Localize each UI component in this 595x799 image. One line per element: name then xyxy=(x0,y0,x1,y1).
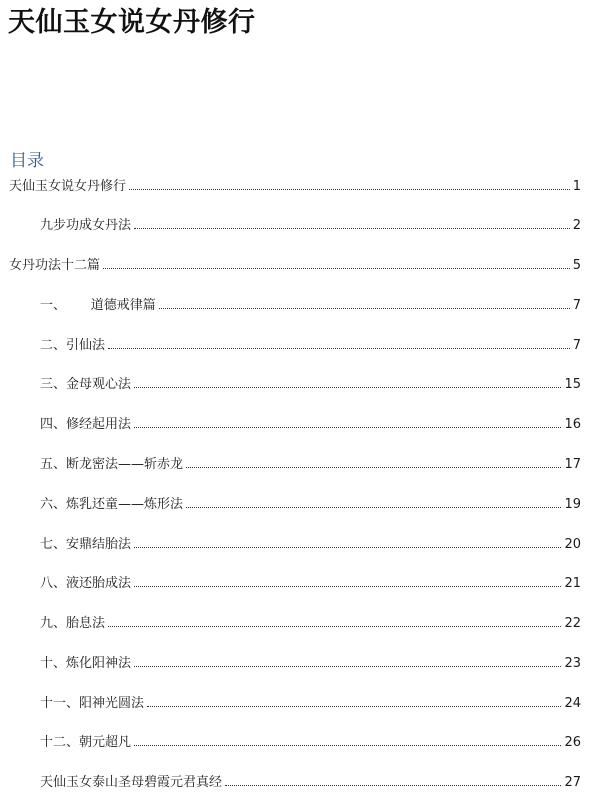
toc-entry[interactable] xyxy=(40,456,581,474)
toc-dot-leader xyxy=(134,228,570,229)
toc-dot-leader xyxy=(186,507,561,508)
toc-entry[interactable] xyxy=(40,416,581,434)
toc-dot-leader xyxy=(103,268,570,269)
toc-entry-text: 九步功成女丹法 xyxy=(40,218,132,233)
toc-page-number: 22 xyxy=(564,616,581,631)
toc-entry[interactable] xyxy=(9,257,581,275)
toc-page-number: 1 xyxy=(572,179,581,194)
toc-page-number: 23 xyxy=(564,656,581,671)
toc-entry[interactable] xyxy=(40,655,581,673)
toc-entry-text: 十一、阳神光圆法 xyxy=(40,696,145,711)
toc-entry[interactable] xyxy=(40,734,581,752)
toc-page-number: 7 xyxy=(572,298,581,313)
toc-entry-text: 十二、朝元超凡 xyxy=(40,735,132,750)
toc-dot-leader xyxy=(134,387,561,388)
toc-page-number: 16 xyxy=(564,417,581,432)
toc-page-number: 15 xyxy=(564,377,581,392)
toc-page-number: 20 xyxy=(564,537,581,552)
toc-entry[interactable] xyxy=(40,217,581,235)
toc-entry-text: 二、引仙法 xyxy=(40,338,106,353)
toc-dot-leader xyxy=(159,308,570,309)
toc-entry[interactable] xyxy=(40,496,581,514)
toc-page-number: 27 xyxy=(564,775,581,790)
toc-entry-text: 六、炼乳还童——炼形法 xyxy=(40,497,184,512)
document-title: 天仙玉女说女丹修行 xyxy=(8,7,256,38)
toc-entry[interactable] xyxy=(40,376,581,394)
toc-entry-text: 天仙玉女泰山圣母碧霞元君真经 xyxy=(40,775,223,790)
toc-page-number: 26 xyxy=(564,735,581,750)
toc-dot-leader xyxy=(134,745,561,746)
toc-entry-text: 女丹功法十二篇 xyxy=(9,258,101,273)
toc-dot-leader xyxy=(134,666,561,667)
toc-page-number: 2 xyxy=(572,218,581,233)
toc-dot-leader xyxy=(134,427,561,428)
toc-dot-leader xyxy=(134,586,561,587)
toc-entry[interactable] xyxy=(9,178,581,196)
toc-entry-text: 一、 道德戒律篇 xyxy=(40,298,156,313)
toc-entry-text: 四、修经起用法 xyxy=(40,417,132,432)
toc-entry[interactable] xyxy=(40,536,581,554)
toc-entry-text: 七、安鼎结胎法 xyxy=(40,537,132,552)
toc-dot-leader xyxy=(225,785,561,786)
toc-page-number: 21 xyxy=(564,576,581,591)
toc-dot-leader xyxy=(108,348,570,349)
toc-entry-text: 三、金母观心法 xyxy=(40,377,132,392)
toc-entry[interactable] xyxy=(40,575,581,593)
toc-entry-text: 八、液还胎成法 xyxy=(40,576,132,591)
toc-page-number: 19 xyxy=(564,497,581,512)
toc-page-number: 24 xyxy=(564,696,581,711)
toc-entry[interactable] xyxy=(40,337,581,355)
toc-dot-leader xyxy=(134,547,561,548)
toc-entry[interactable] xyxy=(40,297,581,315)
toc-page-number: 7 xyxy=(572,338,581,353)
toc-entry-text: 天仙玉女说女丹修行 xyxy=(9,179,127,194)
toc-page-number: 17 xyxy=(564,457,581,472)
toc-heading: 目录 xyxy=(10,151,44,171)
toc-dot-leader xyxy=(147,706,561,707)
toc-entry[interactable] xyxy=(40,695,581,713)
toc-page-number: 5 xyxy=(572,258,581,273)
toc-entry[interactable] xyxy=(40,774,581,792)
toc-entry-text: 五、断龙密法——斩赤龙 xyxy=(40,457,184,472)
toc-entry-text: 十、炼化阳神法 xyxy=(40,656,132,671)
toc-dot-leader xyxy=(186,467,561,468)
toc-dot-leader xyxy=(108,626,561,627)
toc-entry[interactable] xyxy=(40,615,581,633)
toc-dot-leader xyxy=(129,189,570,190)
toc-entry-text: 九、胎息法 xyxy=(40,616,106,631)
